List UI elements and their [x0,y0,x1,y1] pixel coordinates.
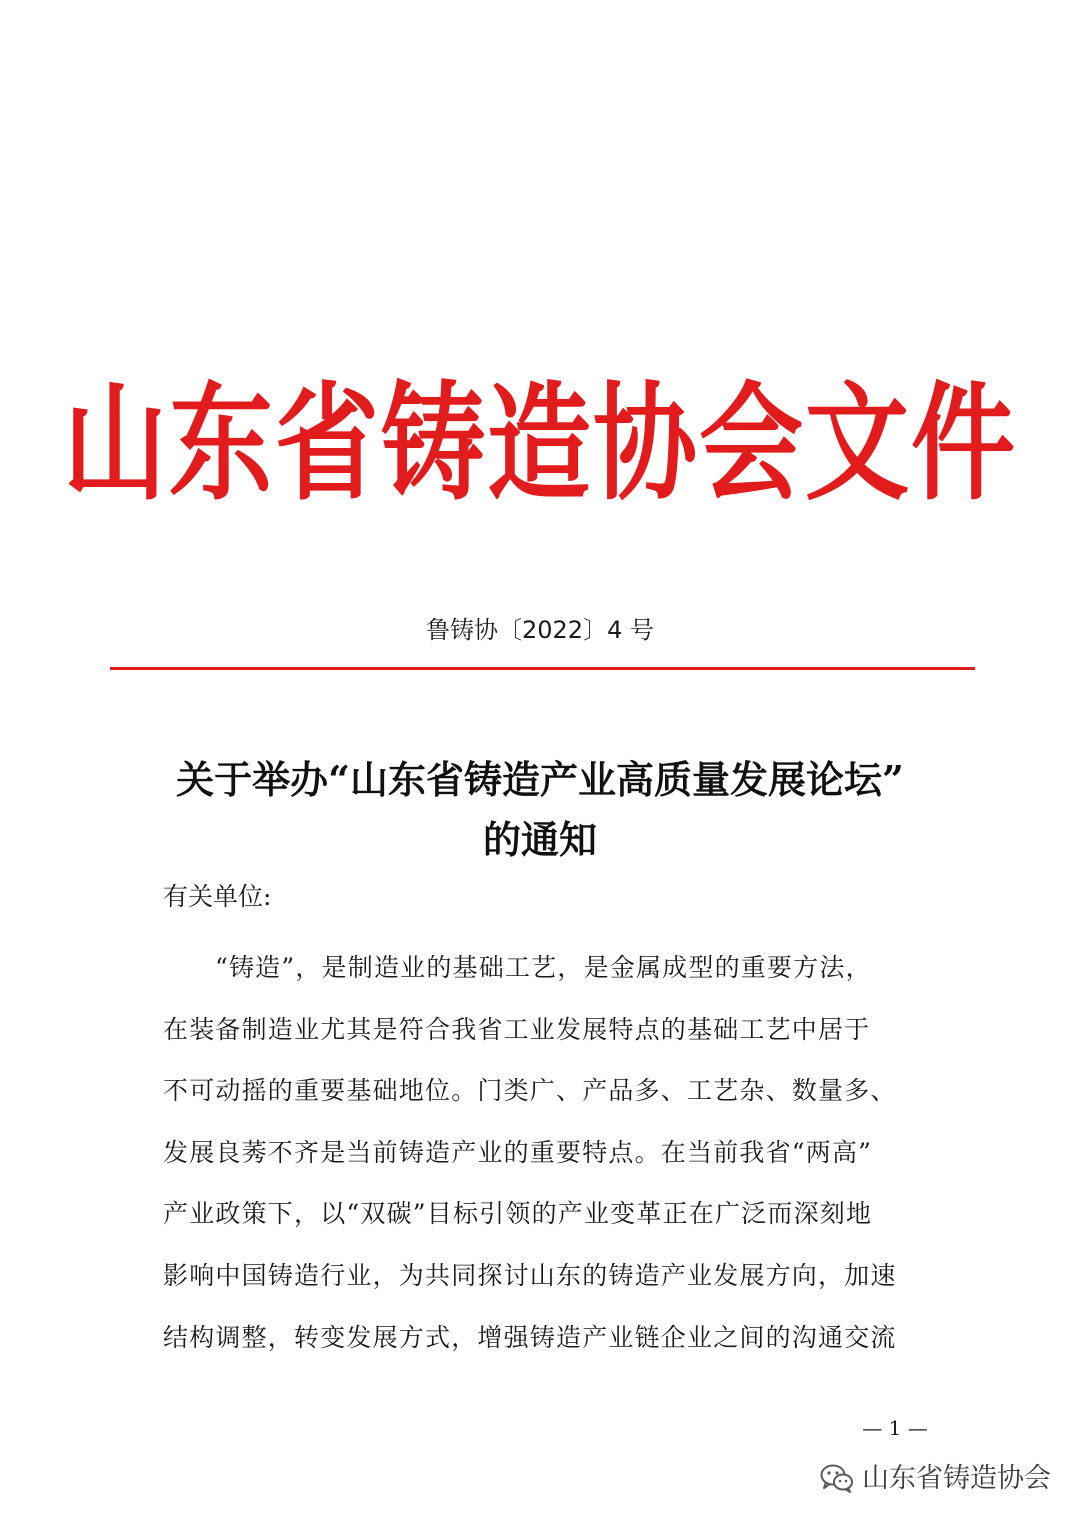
page-number: — 1 — [862,1416,928,1440]
red-divider [110,667,975,670]
body-line: 发展良莠不齐是当前铸造产业的重要特点。在当前我省“两高” [163,1137,873,1167]
body-line: “铸造”，是制造业的基础工艺，是金属成型的重要方法， [215,953,872,982]
notice-title [0,750,1080,870]
notice-title-line-2: 的通知 [482,817,597,862]
watermark-text: 山东省铸造协会 [862,1462,1051,1494]
body-line: 结构调整，转变发展方式，增强铸造产业链企业之间的沟通交流 [163,1322,897,1352]
body-line: 在装备制造业尤其是符合我省工业发展特点的基础工艺中居于 [163,1014,871,1044]
wechat-watermark [820,1456,1051,1500]
body-paragraph [163,948,923,1379]
body-line: 产业政策下，以“双碳”目标引领的产业变革正在广泛而深刻地 [163,1199,873,1229]
body-line: 影响中国铸造行业，为共同探讨山东的铸造产业发展方向，加速 [163,1260,897,1290]
notice-title-line-1: 关于举办“山东省铸造产业高质量发展论坛” [176,757,904,802]
body-line: 不可动摇的重要基础地位。门类广、产品多、工艺杂、数量多、 [163,1076,897,1106]
salutation: 有关单位: [163,882,272,911]
wechat-icon [820,1463,854,1493]
document-number: 鲁铸协〔2022〕4 号 [426,616,654,644]
masthead-title: 山东省铸造协会文件 [62,369,1017,518]
